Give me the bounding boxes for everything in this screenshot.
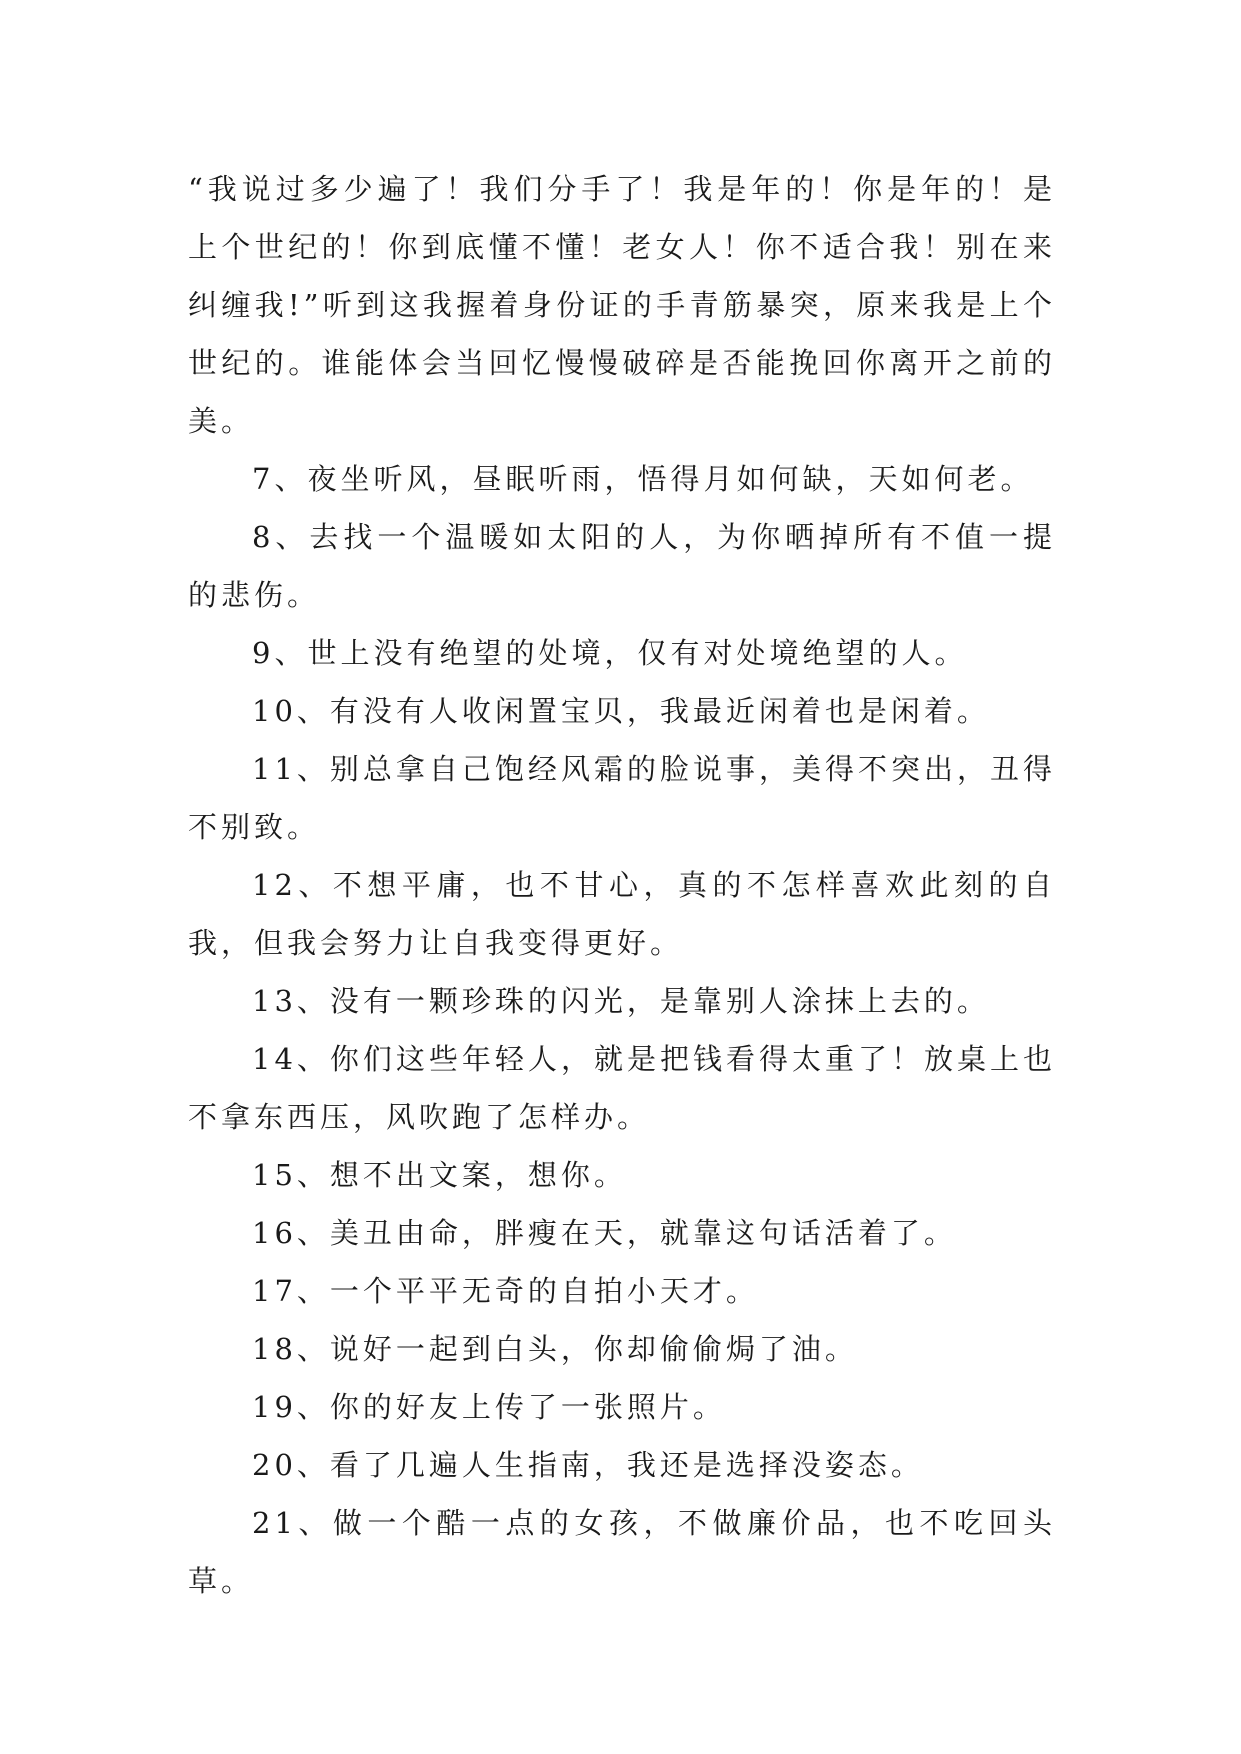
paragraph-continued: “我说过多少遍了！我们分手了！我是年的！你是年的！是上个世纪的！你到底懂不懂！老女人！你不适合我！别在来纠缠我!”听到这我握着身份证的手青筋暴突，原来我是上个世纪的。谁能体会当回忆慢慢破碎是否能挽回你离开之前的美。 [188,172,1056,438]
paragraph-item-19: 19、你的好友上传了一张照片。 [252,1390,726,1424]
paragraph-item-14: 14、你们这些年轻人，就是把钱看得太重了！放桌上也不拿东西压，风吹跑了怎样办。 [188,1042,1056,1134]
paragraph-item-9: 9、世上没有绝望的处境，仅有对处境绝望的人。 [252,636,968,670]
paragraph-item-21: 21、做一个酷一点的女孩，不做廉价品，也不吃回头草。 [188,1506,1056,1598]
paragraph-item-8: 8、去找一个温暖如太阳的人，为你晒掉所有不值一提的悲伤。 [188,520,1056,612]
paragraph-item-12: 12、不想平庸，也不甘心，真的不怎样喜欢此刻的自我，但我会努力让自我变得更好。 [188,868,1056,960]
paragraph-item-10: 10、有没有人收闲置宝贝，我最近闲着也是闲着。 [252,694,990,728]
document-body [188,160,1056,1610]
paragraph-item-15: 15、想不出文案，想你。 [252,1158,627,1192]
paragraph-item-17: 17、一个平平无奇的自拍小天才。 [252,1274,759,1308]
paragraph-item-13: 13、没有一颗珍珠的闪光，是靠别人涂抹上去的。 [252,984,990,1018]
paragraph-item-11: 11、别总拿自己饱经风霜的脸说事，美得不突出，丑得不别致。 [188,752,1056,844]
paragraph-item-20: 20、看了几遍人生指南，我还是选择没姿态。 [252,1448,924,1482]
paragraph-item-18: 18、说好一起到白头，你却偷偷焗了油。 [252,1332,858,1366]
paragraph-item-16: 16、美丑由命，胖瘦在天，就靠这句话活着了。 [252,1216,957,1250]
paragraph-item-7: 7、夜坐听风，昼眠听雨，悟得月如何缺，天如何老。 [252,462,1034,496]
